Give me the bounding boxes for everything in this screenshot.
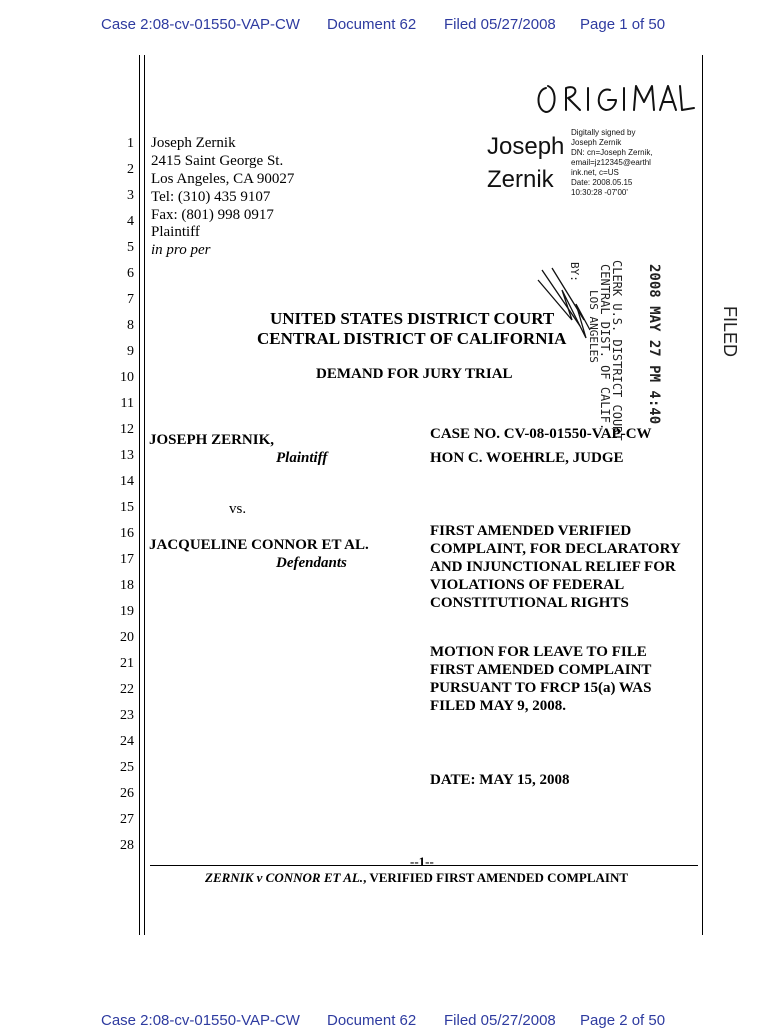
line-number: 16 [120,526,134,541]
footer-case-caption: ZERNIK v CONNOR ET AL. [205,870,364,885]
filing-header-bottom [0,1012,768,1032]
document-title [430,522,681,612]
line-number: 4 [127,214,134,229]
line-number: 24 [120,734,134,749]
stamp-datetime: 2008 MAY 27 PM 4:40 [646,264,662,425]
motion-note-line: FILED MAY 9, 2008. [430,698,566,714]
line-number: 2 [127,162,134,177]
line-number: 25 [120,760,134,775]
line-number: 22 [120,682,134,697]
versus: vs. [229,501,247,517]
line-number: 13 [120,448,134,463]
stamp-filed: FILED [720,306,740,358]
plaintiff-role: Plaintiff [276,450,328,466]
stamp-clerk-line1: CLERK U.S. DISTRICT COURT [610,260,624,441]
right-margin-rule [702,55,703,935]
judge-name: HON C. WOEHRLE, JUDGE [430,450,624,466]
left-margin-rule-outer [139,55,140,935]
stamp-clerk-line3: LOS ANGELES [587,290,600,363]
defendants-name: JACQUELINE CONNOR ET AL. [149,537,369,553]
filer-role: Plaintiff [151,224,200,240]
filer-name: Joseph Zernik [151,135,236,151]
document-title-line: COMPLAINT, FOR DECLARATORY [430,541,681,557]
defendants-role: Defendants [276,555,347,571]
line-number: 5 [127,240,134,255]
clerk-signature-scribble [532,260,592,350]
line-number: 23 [120,708,134,723]
line-number: 1 [127,136,134,151]
stamp-clerk-line2: CENTRAL DIST. OF CALIF. [598,264,612,431]
document-title-line: FIRST AMENDED VERIFIED [430,523,632,539]
case-number: Case 2:08-cv-01550-VAP-CW [101,16,300,33]
document-title-line: CONSTITUTIONAL RIGHTS [430,595,629,611]
motion-note-line: MOTION FOR LEAVE TO FILE [430,644,647,660]
line-number: 28 [120,838,134,853]
handwritten-original-note [532,76,697,120]
signature-detail-line: email=jz12345@earthl [571,158,651,167]
footer-document-title: , VERIFIED FIRST AMENDED COMPLAINT [363,870,629,885]
document-title-line: AND INJUNCTIONAL RELIEF FOR [430,559,676,575]
line-number: 17 [120,552,134,567]
filed-date: Filed 05/27/2008 [444,16,556,33]
motion-note [430,643,651,715]
signature-detail-line: 10:30:28 -07'00' [571,188,628,197]
motion-note-line: PURSUANT TO FRCP 15(a) WAS [430,680,652,696]
digital-signature-details [571,128,691,198]
line-number: 19 [120,604,134,619]
line-number: 3 [127,188,134,203]
plaintiff-name: JOSEPH ZERNIK, [149,432,275,448]
filing-header-top [0,16,768,36]
left-margin-rule-inner [144,55,145,935]
footer-page-number: --1-- [410,854,434,869]
page-count: Page 1 of 50 [580,16,666,33]
footer-caption [205,869,628,887]
line-number: 27 [120,812,134,827]
stamp-by: BY: [568,262,581,282]
signature-detail-line: Date: 2008.05.15 [571,178,633,187]
line-number: 8 [127,318,134,333]
line-number: 7 [127,292,134,307]
signature-detail-line: Joseph Zernik [571,138,622,147]
jury-demand: DEMAND FOR JURY TRIAL [316,366,513,382]
court-district: CENTRAL DISTRICT OF CALIFORNIA [257,329,567,348]
signature-detail-line: DN: cn=Joseph Zernik, [571,148,653,157]
line-number: 10 [120,370,134,385]
line-number: 12 [120,422,134,437]
signature-detail-line: ink.net, c=US [571,168,619,177]
case-number-caption: CASE NO. CV-08-01550-VAP-CW [430,426,652,442]
document-date: DATE: MAY 15, 2008 [430,772,570,788]
case-number: Case 2:08-cv-01550-VAP-CW [101,1012,300,1029]
line-number: 20 [120,630,134,645]
line-number: 6 [127,266,134,281]
filer-status: in pro per [151,242,211,258]
filer-phone: Tel: (310) 435 9107 [151,189,271,205]
line-number: 18 [120,578,134,593]
line-number: 11 [120,396,134,411]
signature-detail-line: Digitally signed by [571,128,636,137]
filer-fax: Fax: (801) 998 0917 [151,207,274,223]
signature-name-first: Joseph [487,133,565,160]
filer-street: 2415 Saint George St. [151,153,284,169]
signature-name-last: Zernik [487,166,554,193]
motion-note-line: FIRST AMENDED COMPLAINT [430,662,652,678]
filer-city: Los Angeles, CA 90027 [151,171,295,187]
line-number: 26 [120,786,134,801]
line-number: 9 [127,344,134,359]
page-count: Page 2 of 50 [580,1012,666,1029]
filed-date: Filed 05/27/2008 [444,1012,556,1029]
document-number: Document 62 [327,1012,417,1029]
line-number: 14 [120,474,134,489]
document-title-line: VIOLATIONS OF FEDERAL [430,577,625,593]
line-number: 15 [120,500,134,515]
court-name: UNITED STATES DISTRICT COURT [270,309,555,328]
document-number: Document 62 [327,16,417,33]
line-number: 21 [120,656,134,671]
